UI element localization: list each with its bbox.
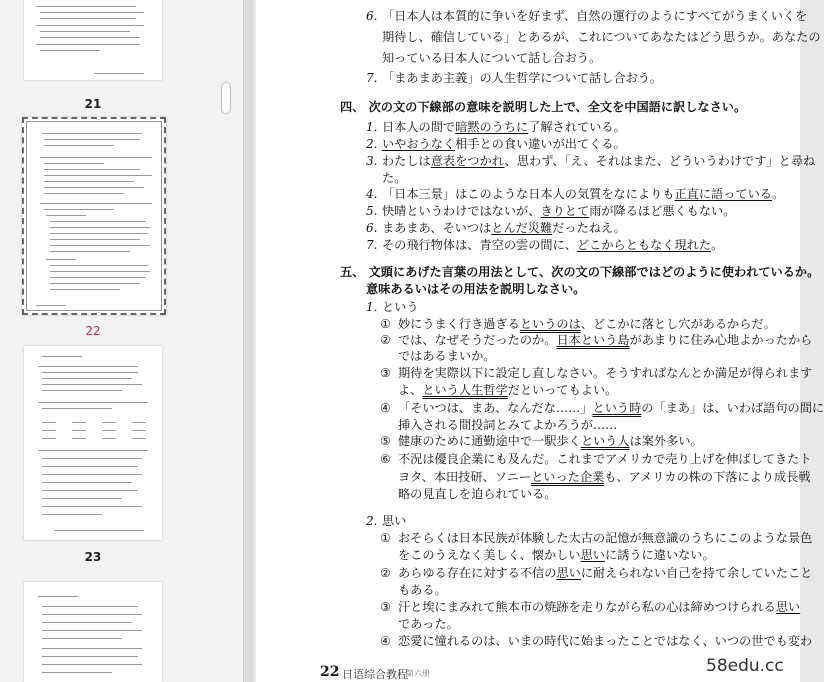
item-number: 1. [366,120,378,134]
text-segment: は案外多い。 [629,434,703,448]
q4-item-text [382,237,723,253]
page-number-label: 21 [84,97,102,111]
text-line: ではあるまいか。 [398,349,496,363]
circled-number: ④ [380,634,391,648]
text-line: であった。 [398,617,459,631]
page-number-label-active: 22 [85,324,101,338]
underlined-phrase: きりとて [540,204,590,218]
text-segment: 日本人の間で [382,120,456,134]
sidebar-scrollbar-thumb[interactable] [221,82,231,114]
example-sentence [398,316,776,332]
page-footer-subtitle: 第六册 [406,669,430,678]
item-number: 6. [366,9,378,23]
text-segment: わたしは [382,154,431,168]
page-thumbnail-23[interactable] [24,346,162,540]
text-line: た。 [382,171,407,185]
underlined-phrase: 正直に語っている [674,187,772,201]
underlined-phrase: 思い [775,600,801,614]
underlined-phrase: という時 [592,401,642,415]
q4-item-text [382,153,815,169]
underlined-phrase: 意表をつかれ [430,154,505,168]
q4-item-text [382,203,735,219]
document-page [256,0,824,682]
text-segment: まあまあ、そいつは [382,221,492,235]
q4-item-text [382,220,626,236]
text-segment: 了解されている。 [528,120,626,134]
subsection-keyword: 思い [382,514,407,528]
watermark: 58edu.cc [706,656,784,676]
text-segment: 。 [711,238,724,252]
text-segment: 「そいつは、まあ、なんだな……」 [398,401,593,415]
underlined-phrase: という人生哲学 [422,383,508,397]
underlined-phrase: 思い [556,566,581,580]
item-number: 7. [366,238,378,252]
example-sentence: 不況は優良企業にも及んだ。これまでアメリカで売り上げを伸ばしてきたト [398,452,812,466]
text-line: 「まあまあ主義」の人生哲学について話し合おう。 [382,71,663,85]
circled-number: ⑤ [380,434,391,448]
example-sentence [398,599,800,615]
example-sentence [398,565,812,581]
example-sentence [398,332,812,348]
item-number: 2. [366,137,378,151]
item-number: 3. [366,154,378,168]
circled-number: ① [380,531,391,545]
subsection-number: 2. [366,514,378,528]
text-segment: だといってもよい。 [507,383,618,397]
page-thumbnail-22[interactable] [22,117,166,315]
underlined-phrase: いやおうなく [382,137,456,151]
text-segment: 妙にうまく行き過ぎる [398,317,520,331]
item-number: 7. [366,71,378,85]
text-line: 期待し、確信している」とあるが、これについてあなたはどう思うか。あなたの [382,30,821,44]
underlined-phrase: という人 [580,434,630,448]
text-segment: だったねえ。 [552,221,626,235]
text-segment: に誘うに違いない。 [604,548,715,562]
circled-number: ① [380,317,391,331]
text-segment: 「日本三景」はこのような日本人の気質をなによりも [382,187,675,201]
text-segment: 相手との食い違いが出てくる。 [455,137,626,151]
text-segment: があまりに住み心地よかったから [629,333,813,347]
subsection-keyword: という [382,300,419,314]
underlined-phrase: とんだ災難 [491,221,553,235]
example-sentence: 期待を実際以下に設定し直しなさい。そうすればなんとか満足が得られます [398,366,813,380]
item-number: 6. [366,221,378,235]
text-segment: 健康のために通勤途中で一駅歩く [398,434,581,448]
text-line: もある。 [398,583,447,597]
text-segment: 快晴というわけではないが、 [382,204,541,218]
text-line [398,382,617,398]
example-sentence: おそらくは日本民族が体験した太古の記憶が無意識のうちにこのような景色 [398,531,813,545]
text-segment: 、思わず、「え、それはまた、どういうわけです」と尋ね [504,154,816,168]
page-thumbnail-21[interactable] [24,0,162,80]
circled-number: ③ [380,366,391,380]
text-segment: ヨタ、本田技研、ソニー [398,470,532,484]
text-segment: の「まあ」は、いわば語句の間に [641,401,824,415]
example-sentence [398,433,703,449]
text-segment: も、アメリカの株の下落により成長戦 [604,470,811,484]
section-heading-5-cont: 意味あるいはその用法を説明しなさい。 [366,282,586,296]
text-segment: 、どこかに落とし穴があるからだ。 [580,317,776,331]
circled-number: ⑥ [380,452,391,466]
text-line [398,469,811,485]
underlined-phrase: 日本という島 [556,333,630,347]
page-footer-title: 日语综合教程 [342,668,408,681]
text-line: 略の見直しを迫られている。 [398,487,557,501]
section-heading-5: 五、 文頭にあげた言葉の用法として、次の文の下線部ではどのように使われているか。 [340,265,820,279]
example-sentence [398,400,824,416]
panel-divider[interactable] [243,0,253,682]
underlined-phrase: どこからともなく現れた [577,238,712,252]
underlined-phrase: というのは [519,317,581,331]
underlined-phrase: 暗黙のうちに [455,120,529,134]
example-sentence: 恋愛に憧れるのは、いまの時代に始まったことではなく、いつの世でも変わ [398,634,813,648]
circled-number: ② [380,566,391,580]
subsection-number: 1. [366,300,378,314]
item-number: 4. [366,187,378,201]
circled-number: ④ [380,401,391,415]
text-segment: 汗と埃にまみれて熊本市の焼跡を走りながら私の心は締めつけられる [398,600,776,614]
text-segment: 。 [772,187,785,201]
section-heading-4: 四、 次の文の下線部の意味を説明した上で、全文を中国語に訳しなさい。 [340,100,747,114]
text-segment: あらゆる存在に対する不信の [398,566,557,580]
circled-number: ③ [380,600,391,614]
circled-number: ② [380,333,391,347]
text-segment: よ、 [398,383,423,397]
text-segment: をこのうえなく美しく、懐かしい [398,548,581,562]
page-number-label: 23 [84,550,102,564]
q4-item-text [382,119,626,135]
q4-item-text [382,186,784,202]
thumbnail-sidebar [0,0,243,682]
text-line: 知っている日本人について話し合おう。 [382,51,602,65]
text-segment: では、なぜそうだったのか。 [398,333,557,347]
text-segment: その飛行物体は、青空の雲の間に、 [382,238,577,252]
q4-item-text [382,136,626,152]
page-footer-number: 22 [320,664,340,680]
text-segment: 雨が降るほど悪くもない。 [589,204,736,218]
text-line: 「日本人は本質的に争いを好まず、自然の運行のようにすべてがうまくいくを [382,9,808,23]
underlined-phrase: 思い [580,548,605,562]
underlined-phrase: といった企業 [531,470,605,484]
text-line [398,547,715,563]
item-number: 5. [366,204,378,218]
text-line: 挿入される間投詞とみてよかろうが…… [398,418,618,432]
page-thumbnail-24[interactable] [24,582,162,682]
text-segment: に耐えられない自己を持て余していたこと [580,566,813,580]
